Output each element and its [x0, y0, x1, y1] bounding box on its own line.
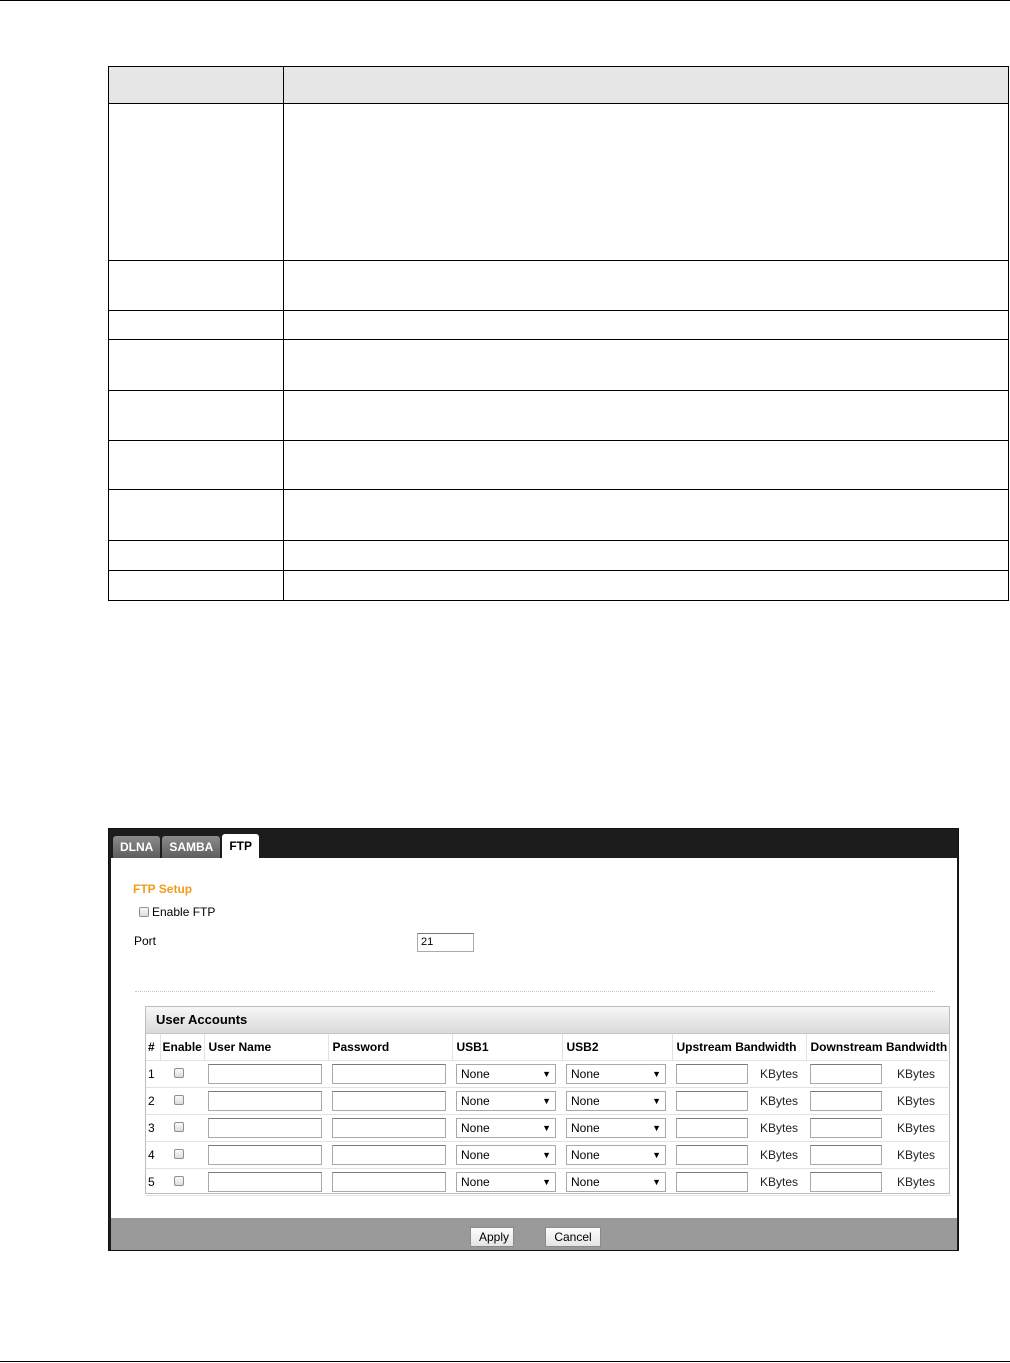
username-input[interactable]: [208, 1118, 322, 1138]
usb1-cell: [452, 1115, 562, 1142]
username-cell: [204, 1142, 328, 1169]
password-cell: [328, 1088, 452, 1115]
password-input[interactable]: [332, 1091, 446, 1111]
divider: [135, 991, 935, 992]
user-accounts-box: [145, 1006, 950, 1194]
username-cell: [204, 1088, 328, 1115]
tab-samba[interactable]: SAMBA: [162, 836, 220, 858]
upstream-input[interactable]: [676, 1091, 748, 1111]
upstream-cell: [672, 1061, 806, 1088]
row-enable-cell: [160, 1061, 204, 1088]
usb2-select[interactable]: [566, 1145, 666, 1165]
downstream-input[interactable]: [810, 1064, 882, 1084]
apply-button[interactable]: Apply: [470, 1227, 514, 1247]
enable-ftp-row: [139, 905, 215, 919]
downstream-cell: [806, 1115, 951, 1142]
table-row: [146, 1115, 951, 1142]
usb2-value: None: [571, 1094, 600, 1108]
password-cell: [328, 1142, 452, 1169]
user-accounts-table: [146, 1034, 951, 1196]
col-header-username: User Name: [204, 1034, 328, 1061]
usb2-value: None: [571, 1148, 600, 1162]
usb2-cell: [562, 1088, 672, 1115]
col-header-upstream: Upstream Bandwidth: [672, 1034, 806, 1061]
row-enable-cell: [160, 1169, 204, 1196]
upstream-input[interactable]: [676, 1064, 748, 1084]
password-cell: [328, 1061, 452, 1088]
user-accounts-header-row: [146, 1034, 951, 1061]
usb1-value: None: [461, 1067, 490, 1081]
upstream-input[interactable]: [676, 1172, 748, 1192]
usb2-value: None: [571, 1067, 600, 1081]
row-enable-cell: [160, 1142, 204, 1169]
row-enable-checkbox[interactable]: [174, 1176, 184, 1186]
usb2-cell: [562, 1061, 672, 1088]
usb1-value: None: [461, 1094, 490, 1108]
section-title: FTP Setup: [133, 882, 193, 896]
row-number: 2: [146, 1088, 160, 1115]
dropdown-arrow-icon: ▼: [542, 1096, 551, 1106]
usb2-select[interactable]: [566, 1064, 666, 1084]
downstream-unit: KBytes: [897, 1121, 936, 1135]
table-row: [109, 340, 1009, 391]
enable-ftp-label: Enable FTP: [152, 905, 216, 919]
dropdown-arrow-icon: ▼: [652, 1177, 661, 1187]
dropdown-arrow-icon: ▼: [542, 1123, 551, 1133]
username-cell: [204, 1115, 328, 1142]
table-row: [146, 1088, 951, 1115]
description-table: [108, 66, 1009, 601]
usb1-cell: [452, 1088, 562, 1115]
table-row: [109, 104, 1009, 261]
password-cell: [328, 1115, 452, 1142]
col-header-downstream: Downstream Bandwidth: [806, 1034, 951, 1061]
upstream-unit: KBytes: [760, 1121, 799, 1135]
table-row: [109, 441, 1009, 490]
table-row: [146, 1169, 951, 1196]
usb2-cell: [562, 1142, 672, 1169]
upstream-unit: KBytes: [760, 1094, 799, 1108]
row-enable-cell: [160, 1115, 204, 1142]
col-header-password: Password: [328, 1034, 452, 1061]
downstream-input[interactable]: [810, 1172, 882, 1192]
usb1-select[interactable]: [456, 1145, 556, 1165]
password-input[interactable]: [332, 1145, 446, 1165]
username-cell: [204, 1061, 328, 1088]
usb2-select[interactable]: [566, 1091, 666, 1111]
table-row: [109, 541, 1009, 571]
dropdown-arrow-icon: ▼: [542, 1177, 551, 1187]
usb2-value: None: [571, 1175, 600, 1189]
table-row: [146, 1061, 951, 1088]
page-top-rule: [0, 0, 1010, 1]
col-header-enable: Enable: [160, 1034, 204, 1061]
tab-dlna[interactable]: DLNA: [113, 836, 160, 858]
upstream-unit: KBytes: [760, 1148, 799, 1162]
downstream-unit: KBytes: [897, 1067, 936, 1081]
ftp-content: [111, 858, 957, 1218]
tab-bar: [113, 834, 259, 858]
table-header-row: [109, 67, 1009, 104]
upstream-cell: [672, 1169, 806, 1196]
usb2-cell: [562, 1169, 672, 1196]
downstream-cell: [806, 1142, 951, 1169]
table-row: [109, 311, 1009, 340]
upstream-cell: [672, 1088, 806, 1115]
row-number: 5: [146, 1169, 160, 1196]
button-bar: [111, 1218, 957, 1250]
password-input[interactable]: [332, 1064, 446, 1084]
table-row: [109, 261, 1009, 311]
downstream-input[interactable]: [810, 1091, 882, 1111]
password-input[interactable]: [332, 1172, 446, 1192]
dropdown-arrow-icon: ▼: [652, 1150, 661, 1160]
username-input[interactable]: [208, 1172, 322, 1192]
row-number: 4: [146, 1142, 160, 1169]
password-input[interactable]: [332, 1118, 446, 1138]
page-bottom-rule: [0, 1361, 1010, 1362]
usb1-value: None: [461, 1148, 490, 1162]
usb1-cell: [452, 1169, 562, 1196]
username-input[interactable]: [208, 1064, 322, 1084]
row-enable-checkbox[interactable]: [174, 1068, 184, 1078]
table-row: [109, 571, 1009, 601]
downstream-cell: [806, 1088, 951, 1115]
downstream-unit: KBytes: [897, 1094, 936, 1108]
username-input[interactable]: [208, 1091, 322, 1111]
dropdown-arrow-icon: ▼: [542, 1150, 551, 1160]
tab-ftp[interactable]: FTP: [222, 834, 259, 858]
usb1-select[interactable]: [456, 1118, 556, 1138]
enable-ftp-checkbox[interactable]: [139, 907, 149, 917]
upstream-unit: KBytes: [760, 1067, 799, 1081]
col-header-usb2: USB2: [562, 1034, 672, 1061]
username-cell: [204, 1169, 328, 1196]
row-enable-checkbox[interactable]: [174, 1149, 184, 1159]
row-number: 1: [146, 1061, 160, 1088]
dropdown-arrow-icon: ▼: [652, 1123, 661, 1133]
usb1-select[interactable]: [456, 1064, 556, 1084]
row-number: 3: [146, 1115, 160, 1142]
col-header-usb1: USB1: [452, 1034, 562, 1061]
table-row: [146, 1142, 951, 1169]
usb2-select[interactable]: [566, 1118, 666, 1138]
downstream-unit: KBytes: [897, 1175, 936, 1189]
downstream-cell: [806, 1169, 951, 1196]
dropdown-arrow-icon: ▼: [652, 1096, 661, 1106]
port-input[interactable]: 21: [417, 933, 474, 952]
usb1-cell: [452, 1142, 562, 1169]
upstream-input[interactable]: [676, 1145, 748, 1165]
downstream-input[interactable]: [810, 1118, 882, 1138]
downstream-unit: KBytes: [897, 1148, 936, 1162]
downstream-cell: [806, 1061, 951, 1088]
table-row: [109, 391, 1009, 441]
password-cell: [328, 1169, 452, 1196]
usb1-select[interactable]: [456, 1091, 556, 1111]
upstream-cell: [672, 1142, 806, 1169]
cancel-button[interactable]: Cancel: [545, 1227, 601, 1247]
username-input[interactable]: [208, 1145, 322, 1165]
usb2-value: None: [571, 1121, 600, 1135]
port-label: Port: [134, 934, 157, 948]
table-row: [109, 490, 1009, 541]
usb2-select[interactable]: [566, 1172, 666, 1192]
usb1-cell: [452, 1061, 562, 1088]
downstream-input[interactable]: [810, 1145, 882, 1165]
ftp-screenshot-panel: [108, 828, 959, 1251]
col-header-number: #: [146, 1034, 160, 1061]
upstream-input[interactable]: [676, 1118, 748, 1138]
row-enable-checkbox[interactable]: [174, 1122, 184, 1132]
usb1-select[interactable]: [456, 1172, 556, 1192]
row-enable-cell: [160, 1088, 204, 1115]
user-accounts-title: User Accounts: [146, 1007, 949, 1034]
usb1-value: None: [461, 1175, 490, 1189]
row-enable-checkbox[interactable]: [174, 1095, 184, 1105]
dropdown-arrow-icon: ▼: [542, 1069, 551, 1079]
dropdown-arrow-icon: ▼: [652, 1069, 661, 1079]
usb1-value: None: [461, 1121, 490, 1135]
upstream-unit: KBytes: [760, 1175, 799, 1189]
upstream-cell: [672, 1115, 806, 1142]
usb2-cell: [562, 1115, 672, 1142]
